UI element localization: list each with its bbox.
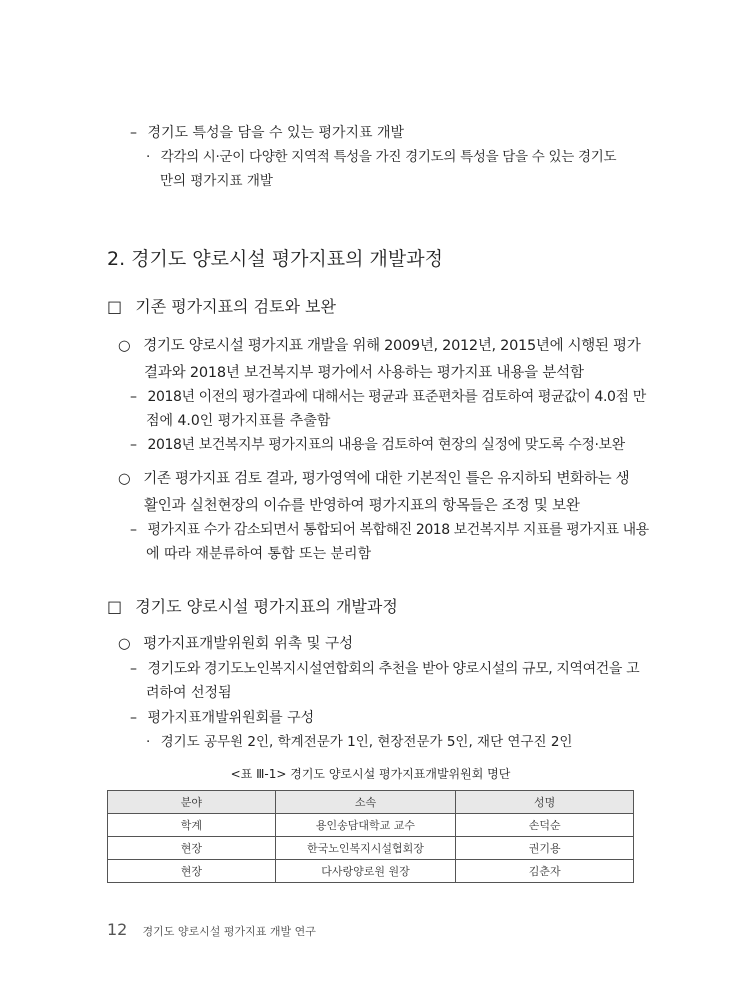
table-row	[108, 860, 634, 883]
table-cell: 현장	[108, 860, 276, 883]
table-header-row	[108, 791, 634, 814]
dash-marker: –	[130, 710, 137, 726]
table-header-cell: 성명	[456, 791, 634, 814]
dash-item-3-line2: 에 따라 재분류하여 통합 또는 분리함	[146, 546, 372, 562]
table-row	[108, 837, 634, 860]
circle-marker: ○	[118, 636, 131, 652]
dot-item-1	[146, 730, 572, 754]
dash-marker: –	[130, 661, 137, 677]
subsection-heading-2	[107, 594, 398, 617]
table-row	[108, 814, 634, 837]
dash-item-4	[130, 657, 639, 681]
top-dash-text: 경기도 특성을 담을 수 있는 평가지표 개발	[147, 125, 405, 141]
dash-item-1-line1: 2018년 이전의 평가결과에 대해서는 평균과 표준편차를 검토하여 평균값이 4.0점 만	[147, 389, 646, 405]
top-dot-text-line1: 각각의 시·군이 다양한 지역적 특성을 가진 경기도의 특성을 담을 수 있는 경기도	[160, 149, 617, 165]
subsection-title-1: 기존 평가지표의 검토와 보완	[135, 297, 336, 316]
top-dash-item	[130, 121, 404, 145]
circle-item-3-text: 평가지표개발위원회 위촉 및 구성	[143, 636, 354, 652]
table-cell: 현장	[108, 837, 276, 860]
section-heading: 2. 경기도 양로시설 평가지표의 개발과정	[107, 248, 443, 270]
dash-item-4-line1: 경기도와 경기도노인복지시설연합회의 추천을 받아 양로시설의 규모, 지역여건을 고	[147, 661, 640, 677]
dot-item-1-text: 경기도 공무원 2인, 학계전문가 1인, 현장전문가 5인, 재단 연구진 2인	[160, 734, 573, 750]
dash-marker: –	[130, 389, 137, 405]
dash-item-2-text: 2018년 보건복지부 평가지표의 내용을 검토하여 현장의 실정에 맞도록 수정·보완	[147, 437, 625, 453]
square-marker: □	[107, 597, 123, 616]
circle-item-2	[118, 466, 629, 493]
table-header-cell: 소속	[275, 791, 456, 814]
dash-marker: –	[130, 125, 137, 141]
dash-item-1-line2: 점에 4.0인 평가지표를 추출함	[146, 413, 331, 429]
dash-item-3-line1: 평가지표 수가 감소되면서 통합되어 복합해진 2018 보건복지부 지표를 평가지표 내용	[147, 522, 649, 538]
table-cell: 학계	[108, 814, 276, 837]
page-number: 12	[107, 920, 128, 939]
dash-item-5-text: 평가지표개발위원회를 구성	[147, 710, 315, 726]
circle-item-1-line1: 경기도 양로시설 평가지표 개발을 위해 2009년, 2012년, 2015년에 시행된 평가	[143, 338, 641, 354]
circle-item-1-line2: 결과와 2018년 보건복지부 평가에서 사용하는 평가지표 내용을 분석함	[144, 365, 584, 381]
circle-marker: ○	[118, 471, 131, 487]
page-footer	[107, 920, 316, 939]
dot-marker: ·	[146, 734, 151, 750]
dash-item-4-line2: 려하여 선정됨	[146, 685, 232, 701]
subsection-heading-1	[107, 294, 336, 317]
circle-item-2-line1: 기존 평가지표 검토 결과, 평가영역에 대한 기본적인 틀은 유지하되 변화하는 생	[143, 471, 630, 487]
top-dot-item	[146, 145, 636, 169]
dash-marker: –	[130, 522, 137, 538]
circle-item-2-line2: 활인과 실천현장의 이슈를 반영하여 평가지표의 항목들은 조정 및 보완	[144, 498, 580, 514]
circle-marker: ○	[118, 338, 131, 354]
dash-item-2	[130, 433, 625, 457]
table-cell: 용인송담대학교 교수	[275, 814, 456, 837]
subsection-title-2: 경기도 양로시설 평가지표의 개발과정	[135, 597, 398, 616]
table-cell: 권기용	[456, 837, 634, 860]
table-cell: 한국노인복지시설협회장	[275, 837, 456, 860]
committee-table	[107, 790, 634, 883]
circle-item-1	[118, 333, 640, 360]
dash-item-1	[130, 385, 646, 409]
circle-item-3	[118, 631, 353, 658]
dash-marker: –	[130, 437, 137, 453]
table-header-cell: 분야	[108, 791, 276, 814]
table-cell: 다사랑양로원 원장	[275, 860, 456, 883]
dot-marker: ·	[146, 149, 151, 165]
table-caption: <표 Ⅲ-1> 경기도 양로시설 평가지표개발위원회 명단	[230, 767, 511, 781]
footer-title: 경기도 양로시설 평가지표 개발 연구	[142, 925, 316, 938]
dash-item-5	[130, 706, 314, 730]
table-cell: 손덕순	[456, 814, 634, 837]
square-marker: □	[107, 297, 123, 316]
dash-item-3	[130, 518, 649, 542]
table-cell: 김춘자	[456, 860, 634, 883]
top-dot-text-line2: 만의 평가지표 개발	[160, 173, 273, 189]
